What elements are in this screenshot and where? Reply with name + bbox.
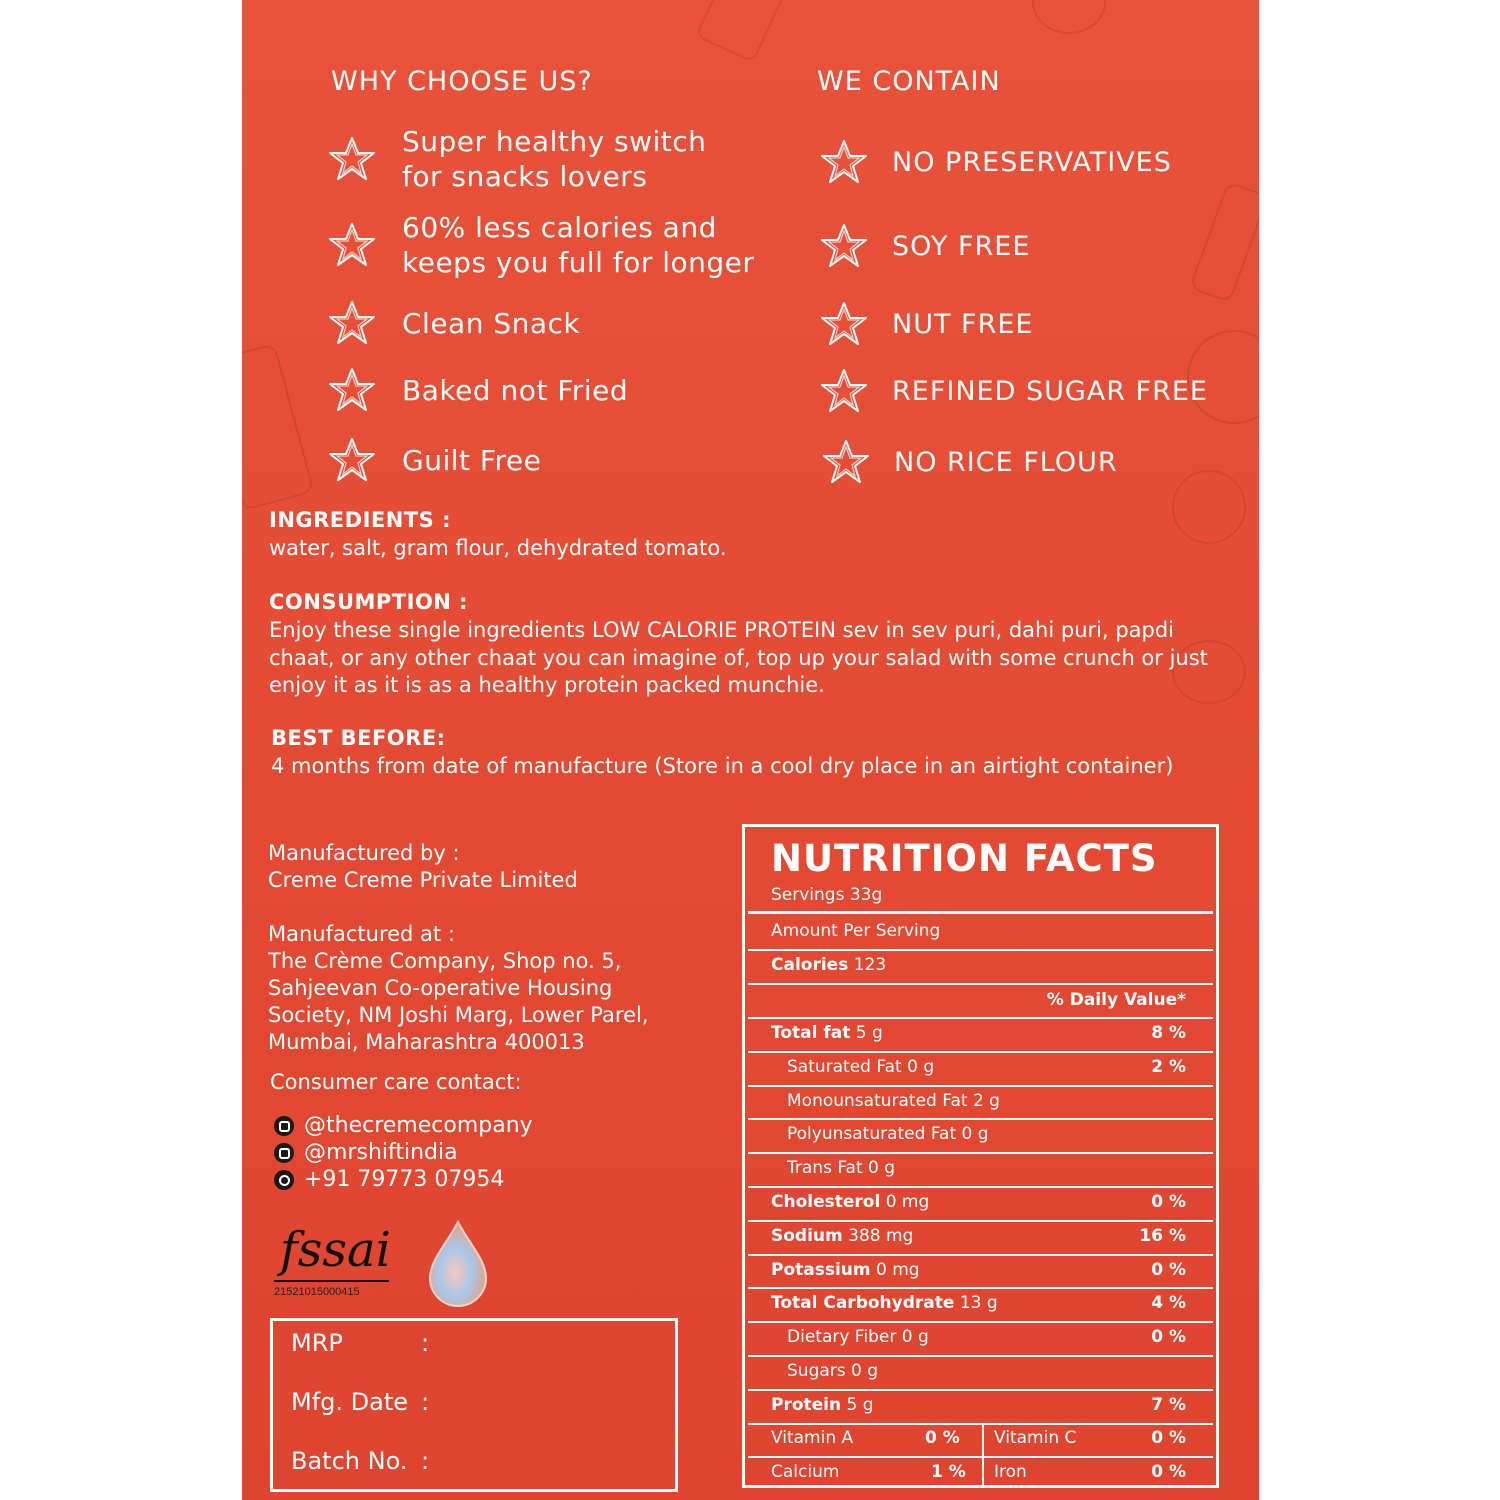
nutrient-amount: 388 mg [848, 1225, 914, 1246]
nutrient-daily-value: 2 % [1151, 1056, 1186, 1077]
divider [748, 1085, 1213, 1087]
colon: : [421, 1447, 430, 1475]
manufacturer-block [268, 840, 578, 894]
decorative-doodle [242, 343, 315, 511]
nutrient-daily-value: 0 % [1151, 1327, 1186, 1348]
consumer-care-label: Consumer care contact: [270, 1070, 522, 1094]
nutrient-name: Potassium [771, 1259, 871, 1280]
nutrient-row [771, 1293, 998, 1313]
nutrient-row [771, 1260, 920, 1280]
divider [748, 1186, 1213, 1188]
amount-per-serving: Amount Per Serving [771, 921, 941, 941]
nutrient-row [787, 1057, 934, 1077]
nutrient-row [787, 1091, 1000, 1111]
vitamin-a-label: Vitamin A [771, 1428, 854, 1448]
nutrient-row [771, 1192, 929, 1212]
nutrient-amount: 13 g [959, 1293, 998, 1314]
benefit-text: for snacks lovers [402, 160, 648, 193]
mrp-label: MRP [291, 1329, 343, 1357]
whatsapp-icon [274, 1170, 294, 1190]
nutrient-name: Total Carbohydrate [771, 1293, 955, 1314]
divider [748, 949, 1213, 951]
nutrient-amount: 0 g [901, 1327, 929, 1348]
nutrient-amount: 5 g [855, 1023, 883, 1043]
contain-text: NO PRESERVATIVES [892, 146, 1172, 178]
divider [748, 1389, 1213, 1391]
contact-text: @mrshiftindia [304, 1140, 458, 1165]
contain-text: REFINED SUGAR FREE [892, 375, 1208, 407]
divider [748, 1456, 1213, 1458]
decorative-doodle [1189, 181, 1259, 303]
contain-item [818, 367, 1208, 415]
benefit-text: 60% less calories and [402, 211, 717, 244]
iron-label: Iron [994, 1462, 1027, 1482]
calories-value: 123 [853, 955, 887, 975]
nutrient-name: Cholesterol [771, 1192, 881, 1212]
star-icon [818, 222, 870, 270]
address-line: Society, NM Joshi Marg, Lower Parel, [268, 1003, 649, 1027]
why-choose-us-heading: WHY CHOOSE US? [331, 66, 593, 97]
contact-text: +91 79773 07954 [304, 1167, 505, 1192]
contact-whatsapp [274, 1166, 504, 1193]
nutrient-name: Monounsaturated Fat [787, 1090, 968, 1111]
nutrient-daily-value: 0 % [1151, 1259, 1186, 1280]
nutrient-daily-value: 16 % [1139, 1225, 1186, 1246]
nutrient-name: Protein [771, 1394, 842, 1415]
consumption-line: enjoy it as it is as a healthy protein packed munchie. [269, 673, 825, 697]
nutrient-daily-value: 7 % [1151, 1394, 1186, 1415]
divider [748, 1423, 1213, 1425]
manufactured-by-label: Manufactured by : [268, 841, 460, 865]
vitamin-a-dv: 0 % [925, 1428, 960, 1448]
fssai-logo [272, 1222, 394, 1302]
nutrient-name: Dietary Fiber [787, 1327, 897, 1348]
benefit-item [326, 299, 580, 347]
batch-no-label: Batch No. [291, 1447, 408, 1475]
divider [748, 1051, 1213, 1053]
decorative-doodle [1172, 470, 1246, 544]
address-line: Sahjeevan Co-operative Housing [268, 976, 613, 1000]
nutrient-name: Total fat [771, 1023, 851, 1043]
star-icon [326, 436, 378, 484]
benefit-text: keeps you full for longer [402, 246, 755, 279]
calories-row [771, 955, 886, 975]
contain-text: NO RICE FLOUR [894, 446, 1118, 478]
divider [748, 1152, 1213, 1154]
decorative-doodle [1032, 0, 1106, 34]
nutrient-row [787, 1124, 989, 1144]
star-icon [818, 300, 870, 348]
star-icon [818, 138, 870, 186]
nutrient-row [771, 1226, 913, 1246]
contain-text: SOY FREE [892, 230, 1031, 262]
nutrient-row [787, 1158, 895, 1178]
product-back-label [242, 0, 1259, 1500]
benefit-text: Baked not Fried [402, 373, 629, 407]
consumption-line: chaat, or any other chaat you can imagine of, top up your salad with some crunch or just [269, 645, 1208, 670]
manufactured-at-block [268, 921, 649, 1056]
nutrient-amount: 5 g [846, 1394, 874, 1415]
star-icon [326, 366, 378, 414]
manufactured-at-label: Manufactured at : [268, 922, 455, 946]
benefit-item [326, 210, 754, 280]
star-icon [818, 367, 870, 415]
contain-item [820, 438, 1118, 486]
nutrient-name: Sodium [771, 1225, 843, 1246]
mfg-date-label: Mfg. Date [291, 1388, 409, 1416]
best-before-text: 4 months from date of manufacture (Store in a cool dry place in an airtight container) [271, 754, 1174, 778]
divider [748, 1287, 1213, 1289]
contact-text: @thecremecompany [304, 1113, 533, 1138]
nutrient-daily-value: 8 % [1151, 1023, 1186, 1043]
star-icon [820, 438, 872, 486]
daily-value-header: % Daily Value* [1046, 990, 1186, 1010]
manufacturer-name: Creme Creme Private Limited [268, 868, 578, 892]
divider [748, 983, 1213, 985]
contain-item [818, 138, 1172, 186]
address-line: Mumbai, Maharashtra 400013 [268, 1030, 585, 1054]
we-contain-heading: WE CONTAIN [817, 66, 1001, 97]
nutrient-row [787, 1327, 929, 1347]
star-icon [326, 221, 378, 269]
creme-company-drop-logo [422, 1218, 494, 1310]
benefit-item [326, 124, 706, 194]
nutrient-name: Saturated Fat [787, 1056, 902, 1077]
nutrient-amount: 0 g [868, 1158, 896, 1179]
nutrient-amount: 2 g [972, 1090, 1000, 1111]
star-icon [326, 299, 378, 347]
iron-dv: 0 % [1151, 1462, 1186, 1482]
colon: : [421, 1329, 430, 1357]
ingredients-label: INGREDIENTS : [269, 508, 451, 532]
calories-label: Calories [771, 955, 849, 975]
nutrient-name: Sugars [787, 1361, 846, 1381]
decorative-doodle [695, 0, 793, 63]
divider [748, 1017, 1213, 1019]
star-icon [326, 135, 378, 183]
contain-text: NUT FREE [892, 308, 1034, 340]
contain-item [818, 300, 1033, 348]
instagram-icon [274, 1116, 294, 1136]
divider [748, 1321, 1213, 1323]
consumption-line: Enjoy these single ingredients LOW CALORIE PROTEIN sev in sev puri, dahi puri, papdi [269, 618, 1175, 642]
nutrient-amount: 0 mg [885, 1192, 930, 1212]
nutrient-daily-value: 4 % [1151, 1293, 1186, 1314]
benefit-text: Guilt Free [402, 443, 542, 477]
ingredients-text: water, salt, gram flour, dehydrated tomato. [269, 536, 727, 560]
nutrient-amount: 0 g [961, 1124, 989, 1145]
consumption-text [269, 617, 1208, 700]
consumption-label: CONSUMPTION : [269, 590, 469, 614]
vitamin-c-label: Vitamin C [994, 1428, 1077, 1448]
fssai-logo-text: fssai [280, 1222, 391, 1278]
nutrient-row [771, 1023, 883, 1043]
divider [748, 1220, 1213, 1222]
mrp-box [270, 1318, 678, 1492]
servings-text: Servings 33g [771, 885, 883, 905]
divider [748, 911, 1213, 914]
nutrient-amount: 0 g [907, 1056, 935, 1077]
address-line: The Crème Company, Shop no. 5, [268, 949, 622, 973]
calcium-label: Calcium [771, 1462, 840, 1482]
nutrient-name: Trans Fat [787, 1158, 863, 1179]
instagram-icon [274, 1143, 294, 1163]
contact-instagram [274, 1139, 458, 1166]
best-before-label: BEST BEFORE: [271, 726, 446, 750]
benefit-text: Clean Snack [402, 306, 581, 340]
colon: : [421, 1388, 430, 1416]
benefit-item [326, 436, 541, 484]
calcium-dv: 1 % [931, 1462, 966, 1482]
nutrient-daily-value: 0 % [1151, 1192, 1186, 1212]
benefit-text: Super healthy switch [402, 125, 707, 158]
contact-instagram [274, 1112, 533, 1139]
nutrient-amount: 0 mg [876, 1259, 920, 1280]
vitamin-divider [982, 1423, 984, 1485]
vitamin-c-dv: 0 % [1151, 1428, 1186, 1448]
divider [748, 1118, 1213, 1120]
nutrient-amount: 0 g [851, 1361, 879, 1381]
nutrient-row [771, 1395, 874, 1415]
nutrition-facts-panel [742, 824, 1219, 1488]
divider [748, 1254, 1213, 1256]
nutrient-row [787, 1361, 878, 1381]
nutrition-title: NUTRITION FACTS [771, 837, 1158, 880]
contain-item [818, 222, 1030, 270]
fssai-license-number: 21521015000415 [274, 1286, 360, 1298]
nutrient-name: Polyunsaturated Fat [787, 1124, 957, 1145]
benefit-item [326, 366, 628, 414]
divider [748, 1355, 1213, 1357]
